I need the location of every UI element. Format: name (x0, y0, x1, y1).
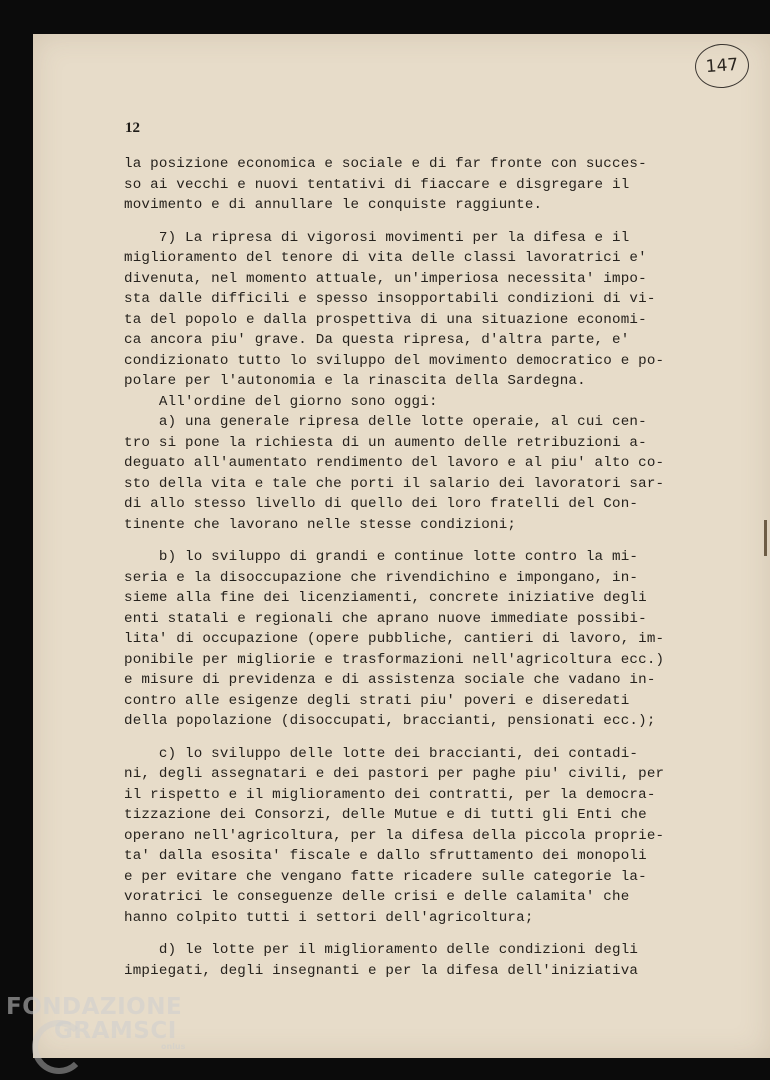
text-line: la posizione economica e sociale e di far fronte con succes- (124, 156, 647, 172)
text-line: ni, degli assegnatari e dei pastori per paghe piu' civili, per (124, 766, 665, 782)
text-line: d) le lotte per il miglioramento delle condizioni degli (124, 942, 639, 958)
text-line: enti statali e regionali che aprano nuove immediate possibi- (124, 610, 647, 627)
watermark-line-2: GRAMSCI (54, 1018, 177, 1045)
text-line: sieme alla fine dei licenziamenti, concrete iniziative degli (124, 590, 647, 606)
text-line: della popolazione (disoccupati, braccianti, pensionati ecc.); (124, 713, 656, 729)
paragraph-gap (124, 216, 712, 228)
text-line: condizionato tutto lo sviluppo del movimento democratico e po- (124, 352, 665, 369)
text-line: polare per l'autonomia e la rinascita della Sardegna. (124, 373, 586, 389)
watermark-line-3: onlus (161, 1042, 186, 1052)
text-line: e misure di previdenza e di assistenza sociale che vadano in- (124, 672, 656, 688)
text-line: miglioramento del tenore di vita delle classi lavoratrici e' (124, 250, 647, 266)
text-line: a) una generale ripresa delle lotte operaie, al cui cen- (124, 414, 647, 430)
document-body (124, 154, 712, 981)
text-line: ponibile per migliorie e trasformazioni nell'agricoltura ecc.) (124, 651, 665, 668)
text-line: 7) La ripresa di vigorosi movimenti per la difesa e il (124, 229, 630, 246)
text-line: impiegati, degli insegnanti e per la difesa dell'iniziativa (124, 962, 639, 979)
text-line: divenuta, nel momento attuale, un'imperiosa necessita' impo- (124, 270, 647, 287)
page-edge-mark (764, 520, 767, 556)
text-line: movimento e di annullare le conquiste raggiunte. (124, 197, 543, 213)
text-line: deguato all'aumentato rendimento del lavoro e al piu' alto co- (124, 455, 665, 471)
text-line: c) lo sviluppo delle lotte dei braccianti, dei contadi- (124, 745, 639, 762)
text-line: hanno colpito tutti i settori dell'agricoltura; (124, 909, 534, 926)
text-line: All'ordine del giorno sono oggi: (124, 393, 438, 410)
text-line: tizzazione dei Consorzi, delle Mutue e di tutti gli Enti che (124, 807, 647, 823)
paragraph-gap (124, 535, 712, 547)
text-line: contro alle esigenze degli strati piu' poveri e diseredati (124, 692, 630, 709)
text-line: b) lo sviluppo di grandi e continue lotte contro la mi- (124, 549, 639, 565)
text-line: il rispetto e il miglioramento dei contratti, per la democra- (124, 786, 656, 803)
watermark (6, 995, 185, 1052)
archive-number: 147 (705, 54, 739, 78)
text-line: ta' dalla esosita' fiscale e dallo sfruttamento dei monopoli (124, 848, 647, 864)
text-line: seria e la disoccupazione che rivendichino e impongano, in- (124, 569, 639, 586)
paragraph-gap (124, 928, 712, 940)
text-line: tinente che lavorano nelle stesse condizioni; (124, 516, 517, 533)
text-line: tro si pone la richiesta di un aumento delle retribuzioni a- (124, 434, 647, 451)
text-line: ca ancora piu' grave. Da questa ripresa, d'altra parte, e' (124, 332, 630, 348)
text-line: voratrici le conseguenze delle crisi e delle calamita' che (124, 889, 630, 905)
text-line: sto della vita e tale che porti il salario dei lavoratori sar- (124, 475, 665, 492)
watermark-line-1: FONDAZIONE (6, 994, 183, 1020)
page-number: 12 (125, 120, 140, 136)
text-line: so ai vecchi e nuovi tentativi di fiaccare e disgregare il (124, 176, 630, 193)
paragraph-gap (124, 732, 712, 744)
text-line: ta del popolo e dalla prospettiva di una situazione economi- (124, 311, 647, 328)
text-line: sta dalle difficili e spesso insopportabili condizioni di vi- (124, 291, 656, 307)
text-line: operano nell'agricoltura, per la difesa della piccola proprie- (124, 827, 665, 844)
text-line: e per evitare che vengano fatte ricadere sulle categorie la- (124, 868, 647, 885)
text-line: di allo stesso livello di quello dei loro fratelli del Con- (124, 496, 639, 512)
text-line: lita' di occupazione (opere pubbliche, cantieri di lavoro, im- (124, 631, 665, 647)
